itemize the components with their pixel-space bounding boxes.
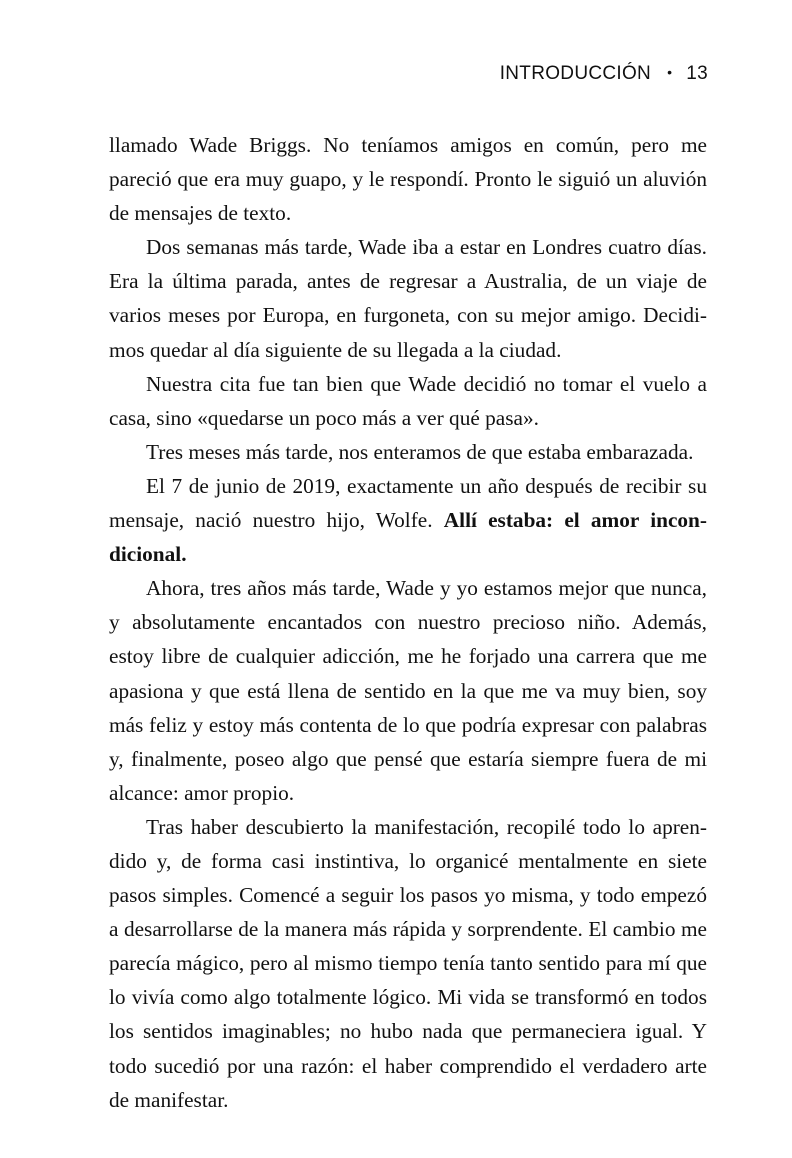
- section-title: INTRODUCCIÓN: [499, 63, 652, 84]
- paragraph-3: Nuestra cita fue tan bien que Wade decidió no tomar el vuelo a casa, sino «quedarse un poco más a ver qué pasa».: [109, 371, 707, 430]
- paragraph-4: Tres meses más tarde, nos enteramos de que estaba embarazada.: [146, 439, 694, 464]
- running-header: [500, 63, 708, 85]
- body-text: [109, 128, 707, 1117]
- paragraph-2: Dos semanas más tarde, Wade iba a estar en Londres cuatro días. Era la última parada, antes de regresar a Australia, de un viaje de varios meses por Europa, en furgoneta, con su mejor amigo. Decidimos quedar al día siguiente de su llegada a la ciudad.: [109, 235, 707, 362]
- bullet-separator: •: [667, 64, 673, 80]
- paragraph-5: [109, 469, 707, 571]
- paragraph-5-text: El 7 de junio de 2019, exactamente un año después de recibir su mensaje, nació nuestro hijo, Wolfe.: [109, 473, 707, 533]
- paragraph-1: llamado Wade Briggs. No teníamos amigos en común, pero me pareció que era muy guapo, y le respondí. Pronto le siguió un aluvión de mensajes de texto.: [109, 133, 707, 226]
- page-number: 13: [686, 63, 708, 84]
- paragraph-7: Tras haber descubierto la manifestación, recopilé todo lo aprendido y, de forma casi instintiva, lo organicé mentalmente en siete pasos simples. Comencé a seguir los pasos yo misma, y todo empezó a desarrollarse de la manera más rápida y sorprendente. El cambio me parecía mágico, pero al mismo tiempo tenía tanto sentido para mí que lo vivía como algo totalmente lógico. Mi vida se transformó en todos los sentidos imaginables; no hubo nada que permaneciera igual. Y todo sucedió por una razón: el haber comprendido el verdadero arte de manifestar.: [109, 814, 707, 1112]
- paragraph-6: Ahora, tres años más tarde, Wade y yo estamos mejor que nunca, y absolutamente encantados con nuestro precioso niño. Además, estoy libre de cualquier adicción, me he forjado una carrera que me apasiona y que está llena de sentido en la que me va muy bien, soy más feliz y estoy más contenta de lo que podría expresar con palabras y, finalmente, poseo algo que pensé que estaría siempre fuera de mi alcance: amor propio.: [109, 576, 707, 805]
- paragraph-5-bold-emphasis: Allí estaba: el amor incondicional.: [109, 508, 707, 567]
